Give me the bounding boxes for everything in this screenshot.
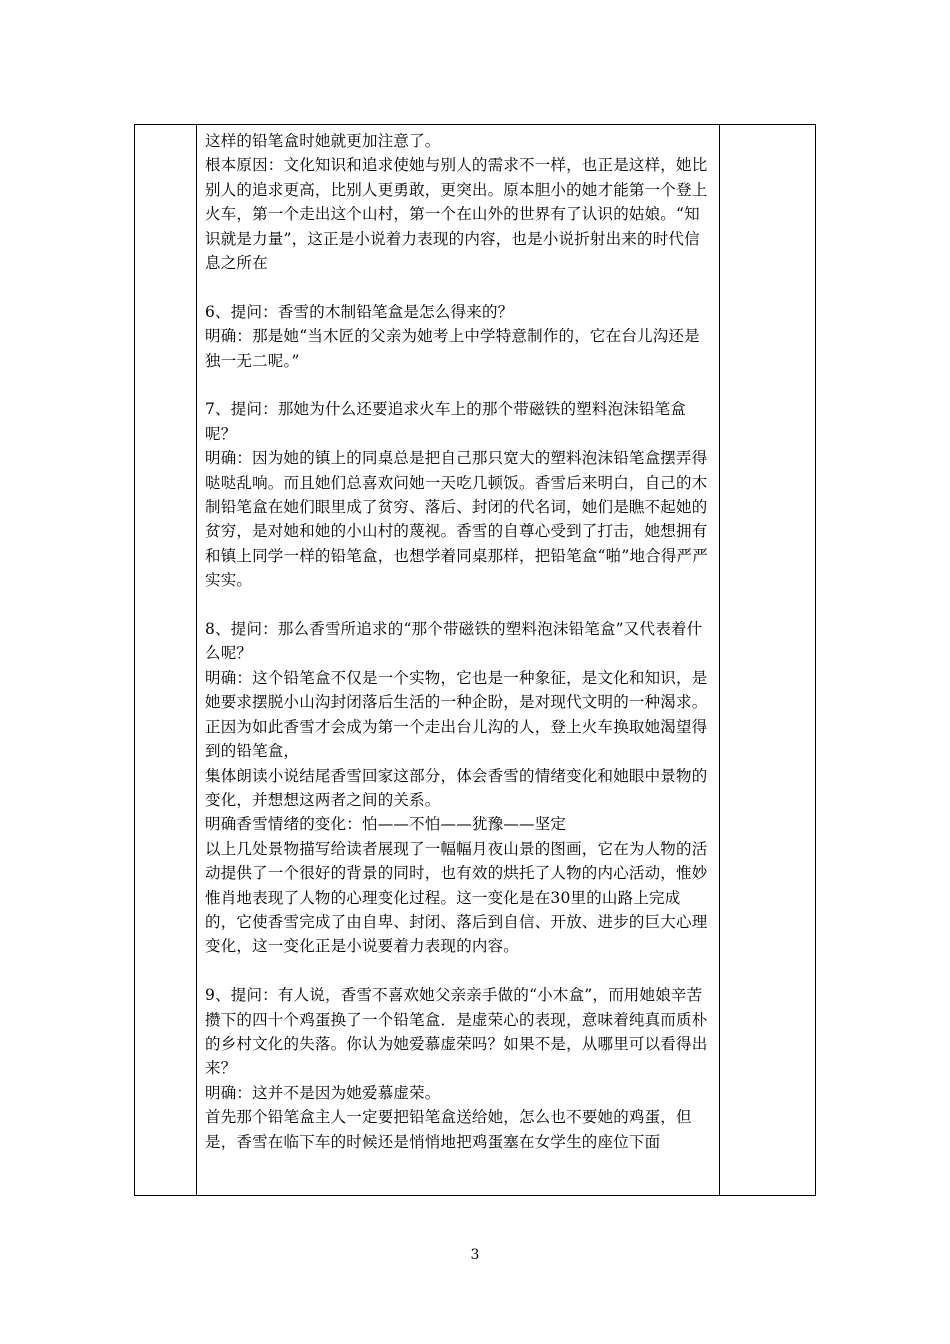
content-paragraph: 这样的铅笔盒时她就更加注意了。 bbox=[205, 132, 441, 150]
content-paragraph: 7、提问：那她为什么还要追求火车上的那个带磁铁的塑料泡沫铅笔盒呢？ bbox=[205, 400, 687, 443]
content-body bbox=[197, 125, 719, 1154]
content-paragraph: 正因为如此香雪才会成为第一个走出台儿沟的人，登上火车换取她渴望得到的铅笔盒， bbox=[205, 717, 708, 761]
main-content-cell bbox=[197, 125, 720, 1196]
table-row bbox=[135, 125, 816, 1196]
content-paragraph: 首先那个铅笔盒主人一定要把铅笔盒送给她，怎么也不要她的鸡蛋，但是，香雪在临下车的时候还是悄悄地把鸡蛋塞在女学生的座位下面 bbox=[205, 1108, 692, 1151]
page-number: 3 bbox=[470, 1247, 480, 1263]
left-column-cell bbox=[135, 125, 197, 1196]
content-paragraph: 明确：这个铅笔盒不仅是一个实物，它也是一种象征，是文化和知识，是她要求摆脱小山沟封闭落后生活的一种企盼，是对现代文明的一种渴求。 bbox=[205, 668, 708, 712]
blank-line bbox=[205, 593, 711, 617]
right-column-cell bbox=[720, 125, 816, 1196]
content-paragraph: 6、提问：香雪的木制铅笔盒是怎么得来的？ bbox=[205, 302, 514, 321]
content-paragraph: 以上几处景物描写给读者展现了一幅幅月夜山景的图画，它在为人物的活动提供了一个很好的背景的同时，也有效的烘托了人物的内心活动，惟妙惟肖地表现了人物的心理变化过程。这一变化是在30里的山路上完成的，它使香雪完成了由自卑、封闭、落后到自信、开放、进步的巨大心理变化，这一变化正是小说要着力表现的内容。 bbox=[205, 839, 708, 956]
content-paragraph: 明确：这并不是因为她爱慕虚荣。 bbox=[205, 1083, 441, 1102]
content-paragraph: 明确：那是她“当木匠的父亲为她考上中学特意制作的，它在台儿沟还是独一无二呢。” bbox=[205, 327, 700, 370]
content-paragraph: 9、提问：有人说，香雪不喜欢她父亲亲手做的“小木盒”，而用她娘辛苦攒下的四十个鸡蛋换了一个铅笔盒．是虚荣心的表现，意味着纯真而质朴的乡村文化的失落。你认为她爱慕虚荣吗？如果不是，从哪里可以看得出来？ bbox=[205, 986, 708, 1078]
blank-line bbox=[205, 275, 711, 299]
blank-line bbox=[205, 373, 711, 397]
content-paragraph: 根本原因：文化知识和追求使她与别人的需求不一样，也正是这样，她比别人的追求更高，比别人更勇敢，更突出。原本胆小的她才能第一个登上火车，第一个走出这个山村，第一个在山外的世界有了认识的姑娘。“知识就是力量”，这正是小说着力表现的内容，也是小说折射出来的时代信息之所在 bbox=[205, 156, 708, 273]
blank-line bbox=[205, 959, 711, 983]
content-paragraph: 8、提问：那么香雪所追求的“那个带磁铁的塑料泡沫铅笔盒”又代表着什么呢？ bbox=[205, 620, 703, 663]
content-paragraph: 集体朗读小说结尾香雪回家这部分，体会香雪的情绪变化和她眼中景物的变化，并想想这两者之间的关系。 bbox=[205, 766, 708, 809]
lesson-table bbox=[134, 124, 816, 1196]
content-paragraph: 明确香雪情绪的变化：怕——不怕——犹豫——坚定 bbox=[205, 815, 567, 834]
content-paragraph: 明确：因为她的镇上的同桌总是把自己那只宽大的塑料泡沫铅笔盒摆弄得哒哒乱响。而且她们总喜欢问她一天吃几顿饭。香雪后来明白，自己的木制铅笔盒在她们眼里成了贫穷、落后、封闭的代名词，她们是瞧不起她的贫穷，是对她和她的小山村的蔑视。香雪的自尊心受到了打击，她想拥有和镇上同学一样的铅笔盒，也想学着同桌那样，把铅笔盒“啪”地合得严严实实。 bbox=[205, 449, 708, 590]
